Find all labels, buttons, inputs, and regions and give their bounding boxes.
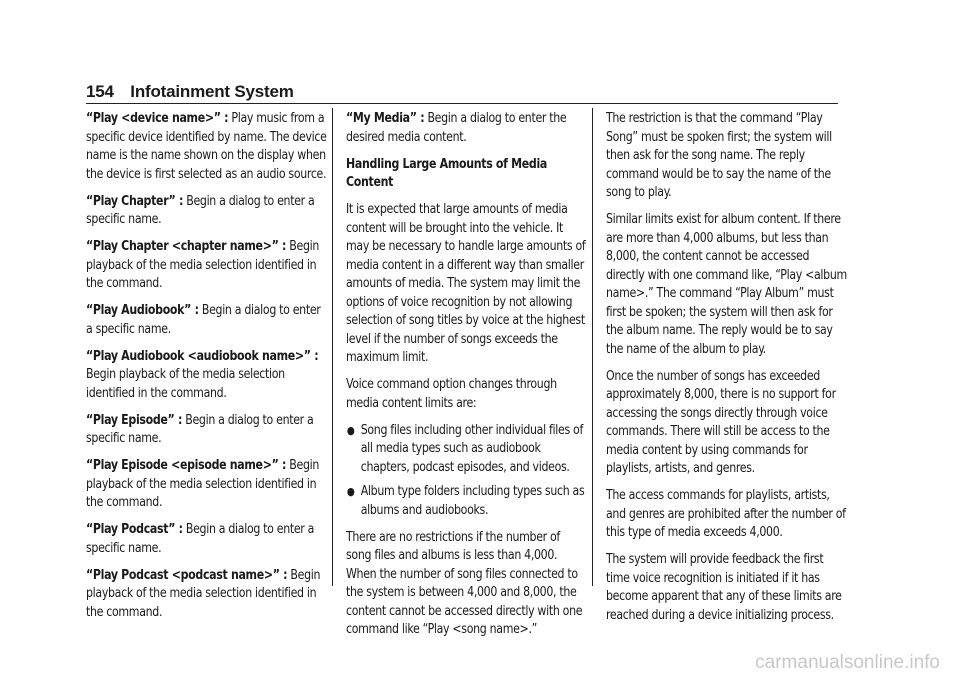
paragraph: The access commands for playlists, artists, and genres are prohibited after the number of this type of media exceeds 4,000. (606, 488, 846, 540)
command-label: “My Media” : (346, 111, 425, 126)
command-description: Begin a dialog to enter a specific name. (86, 193, 315, 227)
command-description: Begin playback of the media selection identified in the command. (86, 367, 285, 401)
command-label: “Play Podcast <podcast name>” : (86, 567, 288, 583)
command-label: “Play Chapter <chapter name>” : (86, 239, 287, 254)
paragraph: Once the number of songs has exceeded approximately 8,000, there is no support for accessing the songs directly through voice commands. There will still be access to the media content by using commands for playlists, artists, and genres. (606, 368, 836, 476)
column-left (86, 110, 327, 631)
paragraph: Voice command option changes through media content limits are: (346, 377, 557, 411)
page-number: 154 (86, 82, 114, 101)
command-entry (86, 412, 327, 449)
list-item: ● Album type folders including types such as albums and audiobooks. (346, 484, 585, 518)
column-divider-2 (592, 108, 593, 586)
command-entry (86, 110, 327, 184)
command-description: Begin a dialog to enter a specific name. (86, 303, 321, 337)
command-description: Play music from a specific device identified by name. The device name is the name shown on the display when the device is first selected as an audio source. (86, 111, 327, 182)
command-entry (86, 238, 327, 294)
header-rule (86, 103, 838, 104)
list-item: ● Song files including other individual files of all media types such as audiobook chapters, podcast episodes, and videos. (346, 422, 584, 475)
subheading: Handling Large Amounts of Media Content (346, 156, 548, 190)
command-entry (86, 521, 327, 558)
command-description: Begin a dialog to enter a specific name. (86, 522, 315, 556)
command-entry (346, 110, 587, 147)
paragraph: The system will provide feedback the first time voice recognition is initiated if it has become apparent that any of these limits are reached during a device initializing process. (606, 552, 842, 623)
column-right (606, 110, 847, 634)
bullet-list (346, 422, 587, 521)
bullet-icon: ● (346, 423, 355, 437)
paragraph: There are no restrictions if the number of song files and albums is less than 4,000. When the number of song files connected to the system is between 4,000 and 8,000, the content cannot be accessed directly with one command like “Play <song name>.” (346, 529, 583, 637)
command-description: Begin a dialog to enter the desired media content. (346, 111, 567, 145)
paragraph: The restriction is that the command “Play Song” must be spoken first; the system will then ask for the song name. The reply command would be to say the name of the song to play. (606, 111, 832, 200)
command-label: “Play Audiobook” : (86, 303, 199, 318)
command-description: Begin playback of the media selection identified in the command. (86, 567, 321, 620)
section-title: Infotainment System (130, 82, 294, 101)
command-description: Begin playback of the media selection identified in the command. (86, 458, 320, 510)
bullet-icon: ● (346, 485, 355, 498)
command-label: “Play Chapter” : (86, 193, 184, 209)
command-entry (86, 348, 327, 404)
column-divider-1 (332, 108, 333, 586)
paragraph: Similar limits exist for album content. If there are more than 4,000 albums, but less than 8,000, the content cannot be accessed directly with one command like, “Play <album name>.” The command “Play Album” must first be spoken; the system will then ask for the album name. The reply would be to say the name of the album to play. (606, 212, 847, 357)
paragraph: It is expected that large amounts of media content will be brought into the vehicle. It may be necessary to handle large amounts of media content in a different way than smaller amounts of media. The system may limit the options of voice recognition by not allowing selection of song titles by voice at the highest level if the number of songs exceeds the maximum limit. (346, 202, 586, 365)
column-middle (346, 110, 587, 648)
command-label: “Play <device name>” : (86, 111, 229, 126)
command-entry (86, 457, 327, 513)
command-entry (86, 193, 327, 230)
page-header (86, 82, 294, 102)
command-label: “Play Episode” : (86, 412, 183, 428)
command-label: “Play Podcast” : (86, 522, 183, 537)
command-label: “Play Audiobook <audiobook name>” : (86, 348, 319, 364)
command-description: Begin playback of the media selection identified in the command. (86, 239, 320, 291)
watermark: carmanualsonline.info (755, 652, 940, 673)
command-entry (86, 567, 327, 623)
command-entry (86, 302, 327, 339)
command-label: “Play Episode <episode name>” : (86, 458, 287, 473)
command-description: Begin a dialog to enter a specific name. (86, 412, 314, 446)
